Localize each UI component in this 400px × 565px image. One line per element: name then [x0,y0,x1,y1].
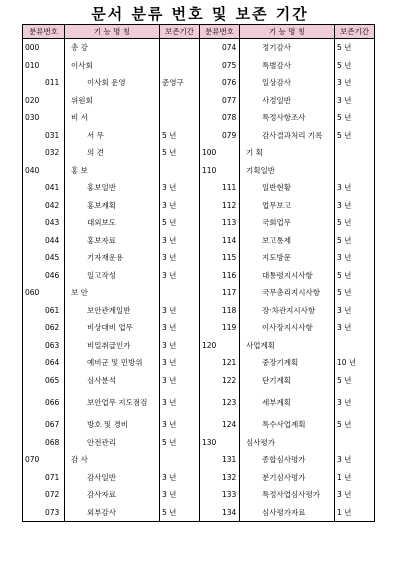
right-code-cell: 116 [200,267,240,285]
right-name-text: 이사장지시사항 [262,323,313,333]
right-name-text: 특수사업계획 [262,420,306,430]
left-name-text: 홍보계획 [87,200,116,210]
header-left-code: 분류번호 [23,25,65,39]
right-period-cell: 10 년 [335,354,375,372]
right-code-cell: 133 [200,486,240,504]
right-name-cell [240,179,335,197]
left-period-cell: 3 년 [160,267,200,285]
table-row [23,127,375,145]
header-right-name: 기 능 명 칭 [240,25,335,39]
right-name-cell [240,469,335,487]
right-code-cell: 130 [200,434,240,452]
table-row [23,214,375,232]
right-name-text: 지도방문 [262,253,291,263]
right-name-cell [240,249,335,267]
left-period-cell: 5 년 [160,127,200,145]
right-name-cell [240,197,335,215]
left-name-text: 비 서 [71,113,88,123]
right-name-text: 일반현황 [262,183,291,193]
left-name-text: 대외보도 [87,218,116,228]
right-name-cell [240,74,335,92]
right-name-text: 국회업무 [262,218,291,228]
table-row [23,162,375,180]
left-period-cell: 3 년 [160,389,200,416]
left-name-cell [65,232,160,250]
left-period-cell [160,92,200,110]
right-period-cell: 5 년 [335,127,375,145]
table-row [23,232,375,250]
left-name-cell [65,197,160,215]
right-name-cell [240,92,335,110]
right-name-text: 심사평가 [246,437,275,447]
left-name-cell [65,434,160,452]
left-name-cell [65,469,160,487]
right-code-cell: 119 [200,319,240,337]
right-code-cell: 121 [200,354,240,372]
right-name-text: 분기심사평가 [262,472,306,482]
left-name-text: 보안관계일반 [87,305,131,315]
left-code-cell: 071 [23,469,65,487]
left-name-text: 안전관리 [87,437,116,447]
right-name-text: 중장기계획 [262,358,299,368]
left-name-cell [65,504,160,522]
document-title: 문서 분류 번호 및 보존 기간 [91,5,309,23]
right-period-cell: 3 년 [335,179,375,197]
left-period-cell [160,57,200,75]
right-name-text: 단기계획 [262,375,291,385]
left-name-text: 서 무 [87,130,104,140]
left-name-text: 홍보일반 [87,183,116,193]
right-code-cell: 134 [200,504,240,522]
right-period-cell: 1 년 [335,504,375,522]
left-period-cell: 3 년 [160,249,200,267]
right-name-cell [240,127,335,145]
right-name-text: 세부계획 [262,397,291,407]
left-code-cell: 066 [23,389,65,416]
right-code-cell: 124 [200,416,240,434]
left-name-text: 감사자료 [87,490,116,500]
left-code-cell: 031 [23,127,65,145]
left-code-cell: 073 [23,504,65,522]
table-row [23,109,375,127]
left-code-cell: 060 [23,284,65,302]
right-period-cell: 5 년 [335,372,375,390]
table-row [23,197,375,215]
left-period-cell: 3 년 [160,416,200,434]
table-row [23,469,375,487]
classification-table [22,24,375,522]
left-period-cell: 3 년 [160,232,200,250]
left-name-cell [65,416,160,434]
left-code-cell: 046 [23,267,65,285]
left-name-cell [65,39,160,57]
left-name-cell [65,162,160,180]
right-name-cell [240,214,335,232]
left-period-cell: 3 년 [160,302,200,320]
right-name-cell [240,434,335,452]
right-period-cell [335,337,375,355]
left-name-text: 심사분석 [87,375,116,385]
right-name-text: 특정사업심사평가 [262,490,320,500]
table-row [23,319,375,337]
left-name-text: 보 안 [71,288,88,298]
left-code-cell: 020 [23,92,65,110]
left-name-cell [65,214,160,232]
left-name-text: 홍보자료 [87,235,116,245]
left-name-text: 위원회 [71,95,93,105]
left-period-cell [160,39,200,57]
left-code-cell: 042 [23,197,65,215]
right-name-text: 일상감사 [262,78,291,88]
left-code-cell: 044 [23,232,65,250]
left-code-cell: 040 [23,162,65,180]
table-row [23,267,375,285]
right-code-cell: 075 [200,57,240,75]
right-period-cell: 3 년 [335,389,375,416]
left-name-cell [65,354,160,372]
right-period-cell: 3 년 [335,302,375,320]
left-name-text: 기자재운용 [87,253,124,263]
table-row [23,337,375,355]
right-name-cell [240,232,335,250]
right-code-cell: 077 [200,92,240,110]
left-name-cell [65,284,160,302]
right-name-text: 사정일반 [262,95,291,105]
header-right-period: 보존기간 [335,25,375,39]
left-code-cell: 065 [23,372,65,390]
right-period-cell: 3 년 [335,92,375,110]
left-name-text: 감사일반 [87,472,116,482]
left-code-cell: 068 [23,434,65,452]
right-code-cell: 113 [200,214,240,232]
header-left-name: 기 능 명 칭 [65,25,160,39]
left-period-cell: 3 년 [160,319,200,337]
right-period-cell: 3 년 [335,197,375,215]
right-code-cell: 122 [200,372,240,390]
right-period-cell: 3 년 [335,319,375,337]
table-row [23,302,375,320]
right-name-text: 기 획 [246,148,263,158]
right-name-text: 보고통제 [262,235,291,245]
right-code-cell: 111 [200,179,240,197]
right-period-cell [335,162,375,180]
right-code-cell: 074 [200,39,240,57]
left-period-cell [160,451,200,469]
table-row [23,504,375,522]
left-code-cell: 011 [23,74,65,92]
right-name-cell [240,416,335,434]
right-name-cell [240,486,335,504]
right-name-cell [240,319,335,337]
left-period-cell [160,162,200,180]
table-row [23,284,375,302]
right-name-cell [240,39,335,57]
right-name-text: 장·차관지시사항 [262,305,316,315]
right-period-cell: 3 년 [335,451,375,469]
left-period-cell: 5 년 [160,214,200,232]
left-code-cell: 043 [23,214,65,232]
right-code-cell: 131 [200,451,240,469]
right-period-cell: 5 년 [335,284,375,302]
right-code-cell: 076 [200,74,240,92]
right-name-text: 기획일반 [246,165,275,175]
right-name-cell [240,389,335,416]
left-name-text: 이사회 [71,60,93,70]
left-name-cell [65,389,160,416]
right-name-text: 특별감사 [262,60,291,70]
table-body [23,39,375,522]
left-period-cell: 3 년 [160,337,200,355]
right-period-cell: 5 년 [335,39,375,57]
left-code-cell: 067 [23,416,65,434]
right-period-cell: 5 년 [335,214,375,232]
left-period-cell: 3 년 [160,197,200,215]
left-name-text: 일고작성 [87,270,116,280]
right-name-text: 사업계획 [246,340,275,350]
right-period-cell: 1 년 [335,469,375,487]
right-code-cell: 120 [200,337,240,355]
left-name-text: 비밀취급인가 [87,340,131,350]
left-period-cell: 3 년 [160,469,200,487]
header-left-period: 보존기간 [160,25,200,39]
table-row [23,144,375,162]
right-name-text: 국무총리지시사항 [262,288,320,298]
right-period-cell: 3 년 [335,486,375,504]
table-row [23,451,375,469]
right-code-cell: 123 [200,389,240,416]
left-period-cell: 5 년 [160,504,200,522]
left-name-text: 총 강 [71,43,88,53]
table-row [23,486,375,504]
table-row [23,57,375,75]
right-name-text: 업무보고 [262,200,291,210]
right-period-cell: 5 년 [335,232,375,250]
left-code-cell: 030 [23,109,65,127]
left-name-text: 보안업무 지도점검 [87,397,148,407]
right-code-cell: 114 [200,232,240,250]
left-period-cell [160,109,200,127]
left-period-cell: 3 년 [160,372,200,390]
left-name-cell [65,267,160,285]
table-row [23,416,375,434]
right-code-cell: 132 [200,469,240,487]
right-name-cell [240,302,335,320]
right-name-cell [240,144,335,162]
right-name-text: 심사평가자료 [262,507,306,517]
left-name-cell [65,372,160,390]
right-period-cell: 5 년 [335,109,375,127]
right-name-cell [240,109,335,127]
table-row [23,372,375,390]
left-code-cell: 062 [23,319,65,337]
table-row [23,389,375,416]
table-row [23,74,375,92]
right-name-cell [240,372,335,390]
right-code-cell: 115 [200,249,240,267]
left-period-cell: 3 년 [160,354,200,372]
left-period-cell [160,284,200,302]
left-name-cell [65,74,160,92]
left-name-cell [65,92,160,110]
left-name-cell [65,144,160,162]
left-code-cell: 010 [23,57,65,75]
left-name-cell [65,337,160,355]
right-name-text: 대통령지시사항 [262,270,313,280]
left-code-cell: 041 [23,179,65,197]
left-name-cell [65,302,160,320]
left-code-cell: 072 [23,486,65,504]
left-period-cell: 준영구 [160,74,200,92]
left-code-cell: 032 [23,144,65,162]
left-name-text: 감 사 [71,455,88,465]
left-name-cell [65,486,160,504]
table-row [23,354,375,372]
left-period-cell: 3 년 [160,179,200,197]
right-name-cell [240,451,335,469]
right-name-text: 감사결과처리 기록 [262,130,323,140]
right-name-cell [240,267,335,285]
right-period-cell: 3 년 [335,74,375,92]
right-code-cell: 078 [200,109,240,127]
table-row [23,249,375,267]
left-name-cell [65,319,160,337]
right-period-cell: 5 년 [335,267,375,285]
right-name-cell [240,337,335,355]
right-name-cell [240,504,335,522]
left-period-cell: 3 년 [160,486,200,504]
left-name-cell [65,127,160,145]
left-name-text: 외부감사 [87,507,116,517]
left-code-cell: 061 [23,302,65,320]
table-header-row [23,25,375,39]
right-name-cell [240,354,335,372]
left-period-cell: 5 년 [160,434,200,452]
right-name-cell [240,284,335,302]
right-period-cell [335,434,375,452]
left-period-cell: 5 년 [160,144,200,162]
left-name-cell [65,109,160,127]
right-code-cell: 112 [200,197,240,215]
right-name-text: 특정사항조사 [262,113,306,123]
right-period-cell: 5 년 [335,416,375,434]
left-code-cell: 045 [23,249,65,267]
left-name-cell [65,179,160,197]
table-row [23,39,375,57]
right-code-cell: 110 [200,162,240,180]
right-period-cell [335,144,375,162]
left-name-text: 이사회 운영 [87,78,126,88]
left-name-text: 예비군 및 민방위 [87,358,143,368]
right-code-cell: 117 [200,284,240,302]
left-name-cell [65,451,160,469]
left-name-text: 방호 및 경비 [87,420,128,430]
right-name-cell [240,162,335,180]
right-code-cell: 118 [200,302,240,320]
right-period-cell: 5 년 [335,57,375,75]
right-name-text: 종합심사평가 [262,455,306,465]
left-code-cell: 000 [23,39,65,57]
right-period-cell: 3 년 [335,249,375,267]
left-name-text: 홍 보 [71,165,88,175]
left-code-cell: 070 [23,451,65,469]
right-name-cell [240,57,335,75]
left-code-cell: 063 [23,337,65,355]
left-name-text: 의 견 [87,148,104,158]
right-code-cell: 100 [200,144,240,162]
right-name-text: 정기감사 [262,43,291,53]
left-name-cell [65,249,160,267]
left-name-cell [65,57,160,75]
left-code-cell: 064 [23,354,65,372]
table-row [23,92,375,110]
table-row [23,434,375,452]
header-right-code: 분류번호 [200,25,240,39]
table-row [23,179,375,197]
right-code-cell: 079 [200,127,240,145]
left-name-text: 비상대비 업무 [87,323,133,333]
